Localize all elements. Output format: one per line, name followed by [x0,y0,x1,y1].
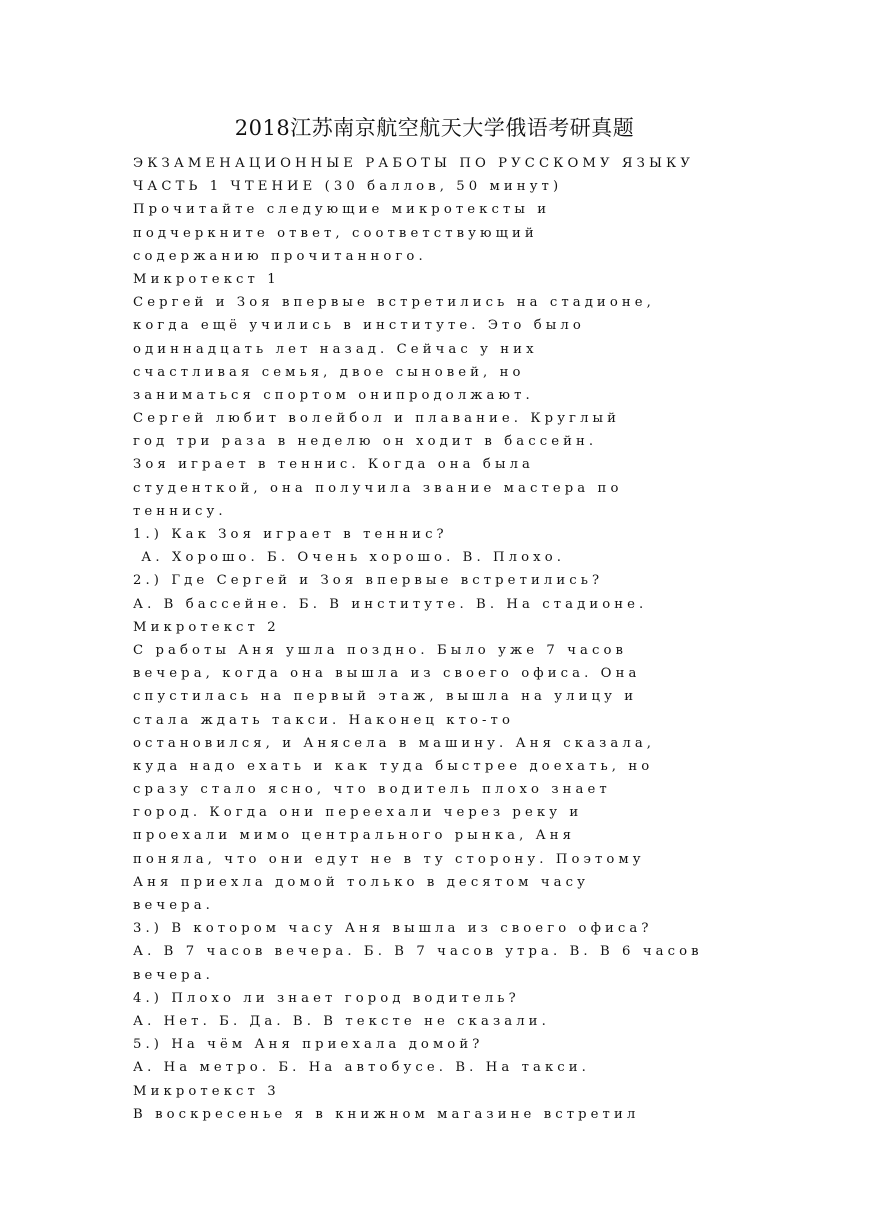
text-line: 5.) На чём Аня приехала домой? [133,1037,484,1053]
text-line: Зоя играет в теннис. Когда она была [133,457,535,473]
text-line: вечера. [133,967,214,983]
text-line: подчеркните ответ, соответствующий [133,225,538,241]
text-line: город. Когда они переехали через реку и [133,805,583,821]
text-line: сразу стало ясно, что водитель плохо знает [133,782,611,798]
text-line: вечера. [133,898,214,913]
text-line: одиннадцать лет назад. Сейчас у них [133,341,538,357]
text-line: В воскресенье я в книжном магазине встретил [133,1106,640,1122]
text-line: поняла, что они едут не в ту сторону. Поэтому [133,851,645,867]
text-line: 4.) Плохо ли знает город водитель? [133,990,520,1006]
text-line: Сергей и Зоя впервые встретились на стадионе, [133,295,655,311]
text-line: Микротекст 2 [133,619,280,635]
text-line: ЧАСТЬ 1 ЧТЕНИЕ (30 баллов, 50 минут) [133,179,563,195]
text-line: Аня приехла домой только в десятом часу [133,874,589,890]
text-line: заниматься спортом онипродолжают. [133,387,534,403]
text-line: год три раза в неделю он ходит в бассейн. [133,434,598,450]
text-line: студенткой, она получила звание мастера по [133,480,623,496]
text-line: Сергей любит волейбол и плавание. Круглый [133,411,621,427]
text-line: Микротекст 3 [133,1083,280,1099]
text-line: 2.) Где Сергей и Зоя впервые встретились? [133,573,604,589]
text-line: проехали мимо центрального рынка, Аня [133,828,576,844]
text-line: вечера, когда она вышла из своего офиса. Она [133,666,641,682]
text-line: 3.) В котором часу Аня вышла из своего офиса? [133,921,653,937]
text-line: 1.) Как Зоя играет в теннис? [133,527,448,542]
text-line: остановился, и Анясела в машину. Аня сказала, [133,735,656,751]
text-line: А. В бассейне. Б. В институте. В. На стадионе. [133,596,648,612]
text-line: А. В 7 часов вечера. Б. В 7 часов утра. В. В 6 часов [133,944,703,960]
text-line: теннису. [133,503,227,519]
text-line: стала ждать такси. Наконец кто-то [133,712,514,728]
text-line: ЭКЗАМЕНАЦИОННЫЕ РАБОТЫ ПО РУССКОМУ ЯЗЫКУ [133,156,694,171]
text-line: Микротекст 1 [133,271,280,287]
text-line: А. Хорошо. Б. Очень хорошо. В. Плохо. [133,550,566,566]
document-title: 2018江苏南京航空航天大学俄语考研真题 [234,116,635,140]
text-line: А. Нет. Б. Да. В. В тексте не сказали. [133,1013,550,1029]
text-line: спустилась на первый этаж, вышла на улицу и [133,689,638,705]
text-line: куда надо ехать и как туда быстрее доехать, но [133,758,654,774]
text-line: С работы Аня ушла поздно. Было уже 7 часов [133,642,628,658]
document-body [133,152,753,1126]
text-line: счастливая семья, двое сыновей, но [133,364,525,380]
text-line: когда ещё учились в институте. Это было [133,318,585,334]
text-line: А. На метро. Б. На автобусе. В. На такси. [133,1060,590,1076]
text-line: Прочитайте следующие микротексты и [133,202,551,218]
text-line: содержанию прочитанного. [133,248,427,264]
